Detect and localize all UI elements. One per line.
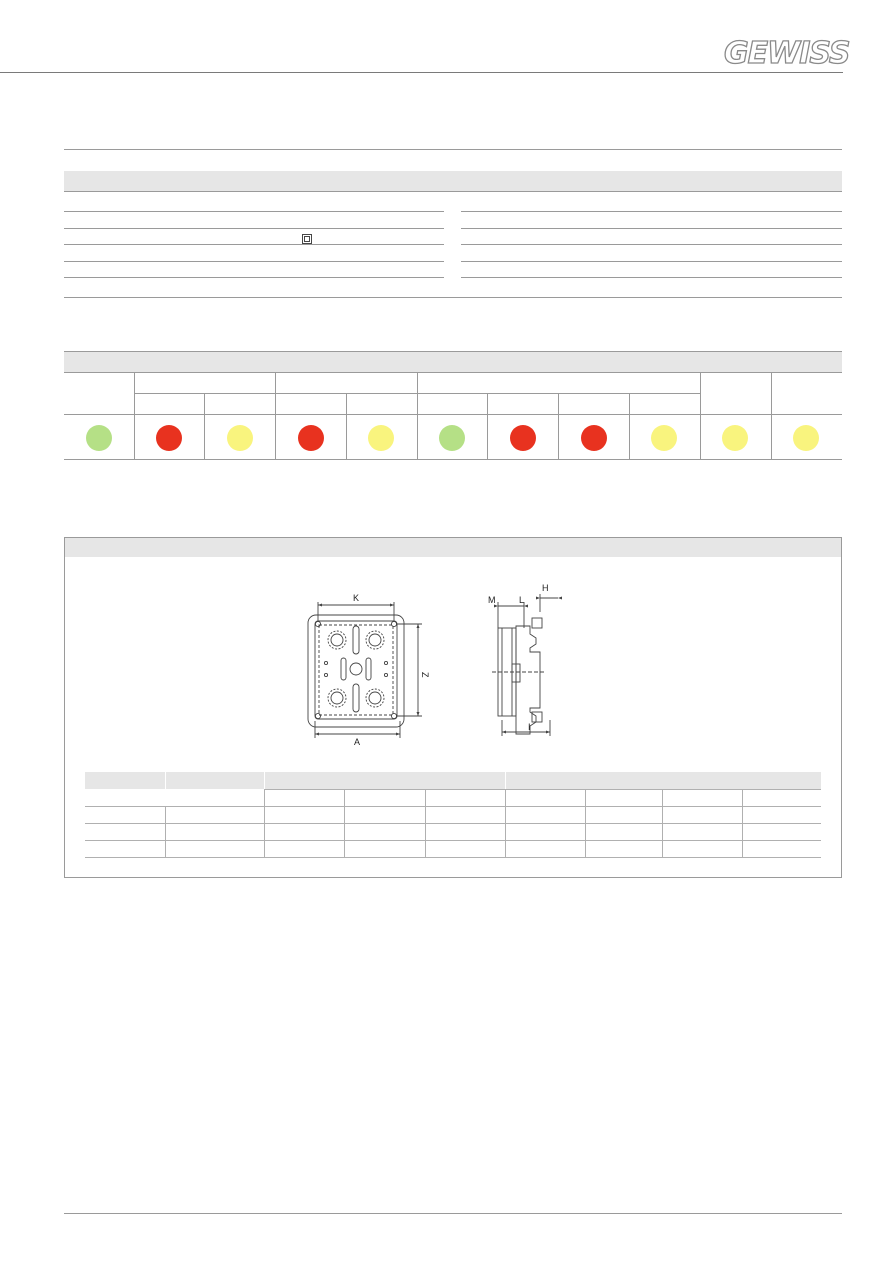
- dim-table-header-rule: [85, 806, 821, 807]
- dim-table-group-rule: [264, 789, 821, 790]
- dim-label-a: A: [354, 737, 361, 747]
- section3-header-band: [65, 538, 841, 557]
- color-indicator-red: [156, 425, 182, 451]
- prop-left-row-rule: [64, 261, 444, 262]
- color-indicator-yellow: [722, 425, 748, 451]
- table-bottom-rule: [64, 459, 842, 460]
- section2-top-rule: [64, 351, 842, 352]
- prop-left-row-rule: [64, 211, 444, 212]
- dim-label-k: K: [353, 593, 360, 603]
- front-view-drawing: [296, 588, 436, 748]
- footer-rule: [64, 1213, 842, 1214]
- dim-table-row-rule: [85, 823, 821, 824]
- prop-right-row-rule: [461, 261, 842, 262]
- dim-col-sep: [742, 789, 743, 857]
- section1-band-rule: [64, 191, 842, 192]
- dim-col-sep: [662, 789, 663, 857]
- col-sep: [700, 373, 701, 459]
- side-view-drawing: [484, 580, 574, 740]
- header-rule: [0, 72, 843, 73]
- dim-col-sep: [585, 789, 586, 857]
- dim-table-top-rule: [85, 772, 821, 789]
- col-sep: [275, 373, 276, 459]
- color-indicator-red: [510, 425, 536, 451]
- section1-bottom-rule: [64, 297, 842, 298]
- dimensions-frame: [64, 537, 842, 878]
- section1-top-rule: [64, 149, 842, 150]
- color-indicator-green: [439, 425, 465, 451]
- col-sep: [771, 373, 772, 459]
- prop-right-row-rule: [461, 244, 842, 245]
- color-indicator-yellow: [793, 425, 819, 451]
- prop-left-row-rule: [64, 277, 444, 278]
- color-indicator-red: [581, 425, 607, 451]
- dim-label-h: H: [542, 583, 549, 593]
- group-underline: [134, 393, 700, 394]
- prop-right-row-rule: [461, 228, 842, 229]
- section1-header-band: [64, 171, 842, 191]
- col-sep: [134, 373, 135, 459]
- brand-logo: [724, 36, 850, 72]
- dim-label-l: L: [519, 595, 525, 605]
- color-indicator-red: [298, 425, 324, 451]
- prop-left-row-rule: [64, 244, 444, 245]
- header-bottom-rule: [64, 414, 842, 415]
- color-indicator-green: [86, 425, 112, 451]
- col-sep: [629, 393, 630, 459]
- dim-col-sep: [425, 789, 426, 857]
- section2-header-band: [64, 351, 842, 372]
- color-indicator-yellow: [368, 425, 394, 451]
- dim-col-sep: [165, 806, 166, 857]
- col-sep: [487, 393, 488, 459]
- dim-col-sep: [505, 789, 506, 857]
- dim-label-z: Z: [420, 672, 430, 678]
- dim-table-row-rule: [85, 840, 821, 841]
- prop-right-row-rule: [461, 211, 842, 212]
- dim-col-sep: [264, 789, 265, 857]
- dim-label-m: M: [488, 595, 496, 605]
- logo-text: GEWISS: [724, 36, 850, 71]
- dim-col-sep: [344, 789, 345, 857]
- color-indicator-yellow: [651, 425, 677, 451]
- col-sep: [558, 393, 559, 459]
- prop-left-row-rule: [64, 228, 444, 229]
- color-indicator-yellow: [227, 425, 253, 451]
- col-sep: [417, 373, 418, 459]
- dim-label-i: I: [528, 722, 531, 732]
- dim-table-row-rule: [85, 857, 821, 858]
- section2-band-rule: [64, 372, 842, 373]
- col-sep: [346, 393, 347, 459]
- prop-right-row-rule: [461, 277, 842, 278]
- col-sep: [204, 393, 205, 459]
- double-insulation-icon: [302, 231, 312, 241]
